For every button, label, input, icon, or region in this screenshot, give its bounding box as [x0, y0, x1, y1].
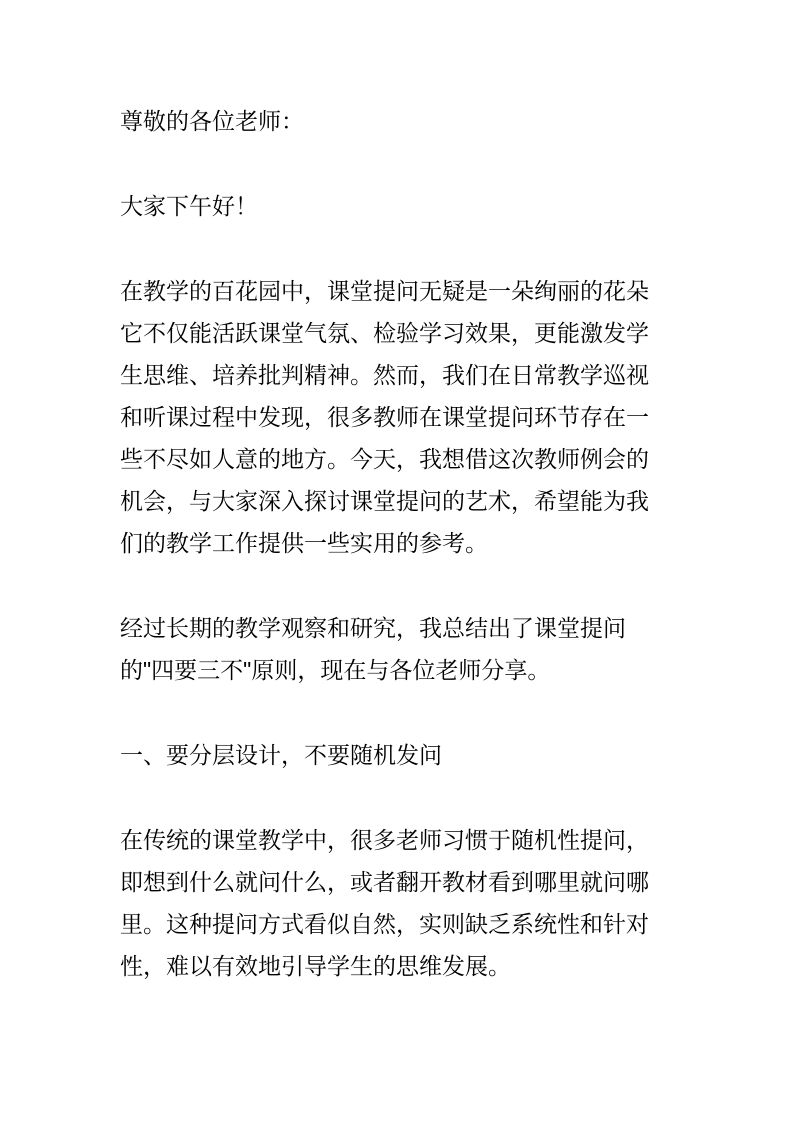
greeting-line: 大家下午好！ — [120, 193, 258, 219]
section-heading-1: 一、要分层设计，不要随机发问 — [120, 742, 442, 768]
paragraph-introduction: 在教学的百花园中，课堂提问无疑是一朵绚丽的花朵它不仅能活跃课堂气氛、检验学习效果，更能激发学生思维、培养批判精神。然而，我们在日常教学巡视和听课过程中发现，很多教师在课堂提问环节存在一些不尽如人意的地方。今天，我想借这次教师例会的机会，与大家深入探讨课堂提问的艺术，希望能为我们的教学工作提供一些实用的参考。 — [120, 278, 649, 556]
paragraph-principles-summary: 经过长期的教学观察和研究，我总结出了课堂提问的"四要三不"原则，现在与各位老师分享。 — [120, 615, 626, 683]
salutation-line: 尊敬的各位老师： — [120, 108, 304, 134]
paragraph-section-1-body: 在传统的课堂教学中，很多老师习惯于随机性提问，即想到什么就问什么，或者翻开教材看到哪里就问哪里。这种提问方式看似自然，实则缺乏系统性和针对性，难以有效地引导学生的思维发展。 — [120, 827, 649, 979]
document-content — [120, 100, 665, 987]
